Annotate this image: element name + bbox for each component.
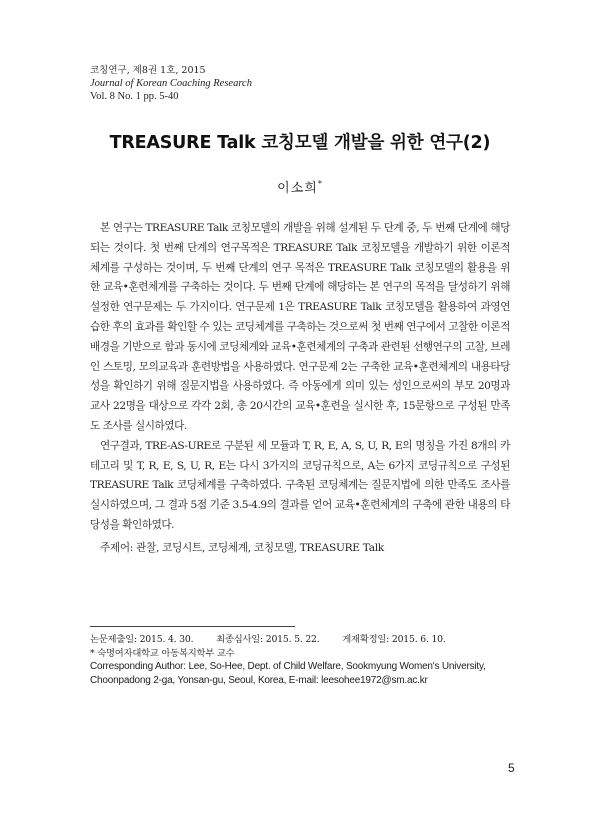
author — [0, 177, 600, 196]
author-mark: * — [317, 179, 323, 189]
received-date: 논문제출일: 2015. 4. 30. — [90, 634, 194, 645]
reviewed-date: 최종심사일: 2015. 5. 22. — [216, 634, 320, 645]
footnotes — [90, 633, 510, 688]
keywords-label: 주제어: — [100, 542, 134, 554]
paper-title: TREASURE Talk 코칭모델 개발을 위한 연구(2) — [109, 133, 491, 153]
keywords — [100, 540, 520, 555]
author-name: 이소희 — [277, 181, 318, 196]
journal-header — [90, 64, 252, 103]
corresponding-author: Corresponding Author: Lee, So-Hee, Dept. of Child Welfare, Sookmyung Women's University, Choonpadong 2-ga, Yonsan-gu, Seoul, Korea, E-mail: leesohee1972@sm.ac.kr — [90, 661, 486, 686]
accepted-date: 게재확정일: 2015. 6. 10. — [342, 634, 446, 645]
abstract-paragraph-1: 본 연구는 TREASURE Talk 코칭모델의 개발을 위해 설계된 두 단계 중, 두 번째 단계에 해당되는 것이다. 첫 번째 단계의 연구목적은 TREASURE Talk 코칭모델을 개발하기 위한 이론적 체계를 구성하는 것이며, 두 번째 단계의 연구 목적은 TREASURE Talk 코칭모델의 활용을 위한 교육•훈련체계를 구축하는 것이다. 두 번째 단계에 해당하는 본 연구의 목적을 달성하기 위해 설정한 연구문제는 두 가지이다. 연구문제 1은 TREASURE Talk 코칭모델을 활용하여 과영연습한 후의 효과를 확인할 수 있는 코딩체계를 구축하는 것으로써 첫 번째 연구에서 고찰한 이론적 배경을 기반으로 함과 동시에 코딩체계와 교육•훈련체계의 구축과 관련된 선행연구의 고찰, 브레인 스토밍, 모의교육과 훈련방법을 사용하였다. 연구문제 2는 구축한 교육•훈련체계의 내용타당성을 확인하기 위해 질문지법을 사용하였다. 즉 아동에게 의미 있는 성인으로써의 부모 20명과 교사 22명을 대상으로 각각 2회, 총 20시간의 교육•훈련을 실시한 후, 15문항으로 구성된 만족도 조사를 실시하였다. — [90, 222, 510, 432]
page-number: 5 — [508, 761, 515, 775]
keywords-text: 관찰, 코딩시트, 코딩체계, 코칭모델, TREASURE Talk — [136, 542, 384, 554]
journal-name-english: Journal of Korean Coaching Research — [90, 78, 252, 89]
footnote-divider — [90, 626, 295, 627]
abstract-paragraph-2: 연구결과, TRE-AS-URE로 구분된 세 모듈과 T, R, E, A, S, U, R, E의 명칭을 가진 8개의 카테고리 및 T, R, E, S, U, R, E는 다시 3가지의 코딩규칙으로, A는 6가지 코딩규칙으로 구성된 TREASURE Talk 코딩체계를 구축하였다. 구축된 코딩체계는 질문지법에 의한 만족도 조사를 실시하였으며, 그 결과 5점 기준 3.5-4.9의 결과를 얻어 교육•훈련체계의 구축에 관한 내용의 타당성을 확인하였다. — [90, 439, 510, 531]
journal-volume-pages: Vol. 8 No. 1 pp. 5-40 — [90, 91, 179, 102]
submission-dates — [90, 633, 510, 647]
abstract — [90, 219, 510, 536]
journal-volume-korean: 코칭연구, 제8권 1호, 2015 — [90, 65, 206, 76]
author-affiliation: * 숙명여자대학교 아동복지학부 교수 — [90, 647, 235, 659]
